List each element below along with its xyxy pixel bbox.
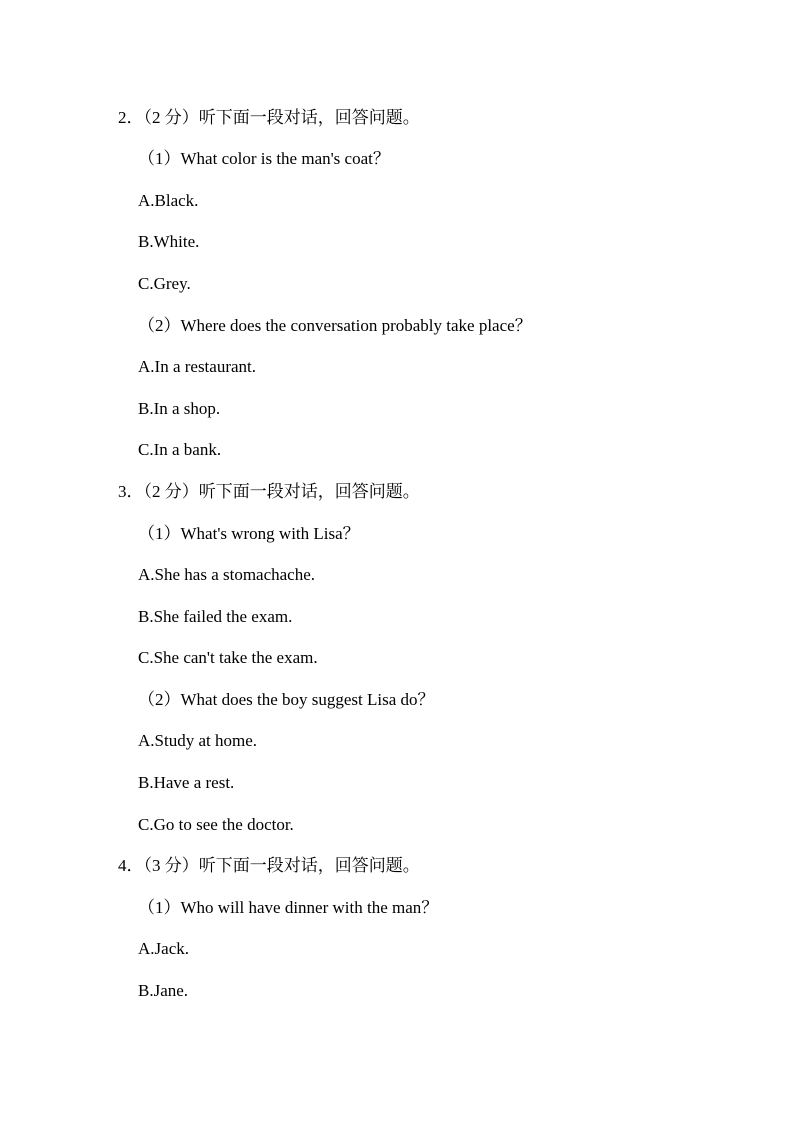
question-2-sub-1-prompt: （1）What color is the man's coat？ [138,149,390,168]
question-3-sub-1-option-a: A.She has a stomachache. [138,565,316,584]
question-4-header: 4．（3 分）听下面一段对话，回答问题。 [118,856,420,875]
question-2-sub-1-option-c: C.Grey. [138,274,191,293]
question-3-sub-1-option-b: B.She failed the exam. [138,607,293,626]
question-3-sub-1-option-c: C.She can't take the exam. [138,648,318,667]
question-4-sub-1-option-b: B.Jane. [138,981,189,1000]
question-3-sub-2-option-c: C.Go to see the doctor. [138,815,294,834]
question-4-sub-1-prompt: （1）Who will have dinner with the man？ [138,898,439,917]
question-2-header: 2．（2 分）听下面一段对话，回答问题。 [118,108,420,127]
question-3-sub-2-option-b: B.Have a rest. [138,773,235,792]
question-2-sub-2-option-a: A.In a restaurant. [138,357,257,376]
question-2-sub-2-option-b: B.In a shop. [138,399,221,418]
question-3-sub-2-prompt: （2）What does the boy suggest Lisa do？ [138,690,435,709]
question-2-sub-1-option-b: B.White. [138,232,200,251]
question-4-sub-1-option-a: A.Jack. [138,939,189,958]
question-3-sub-2-option-a: A.Study at home. [138,731,257,750]
question-2-sub-1-option-a: A.Black. [138,191,199,210]
question-2-sub-2-prompt: （2）Where does the conversation probably take place？ [138,316,532,335]
question-2-sub-2-option-c: C.In a bank. [138,440,222,459]
question-3-header: 3．（2 分）听下面一段对话，回答问题。 [118,482,420,501]
question-3-sub-1-prompt: （1）What's wrong with Lisa？ [138,524,360,543]
